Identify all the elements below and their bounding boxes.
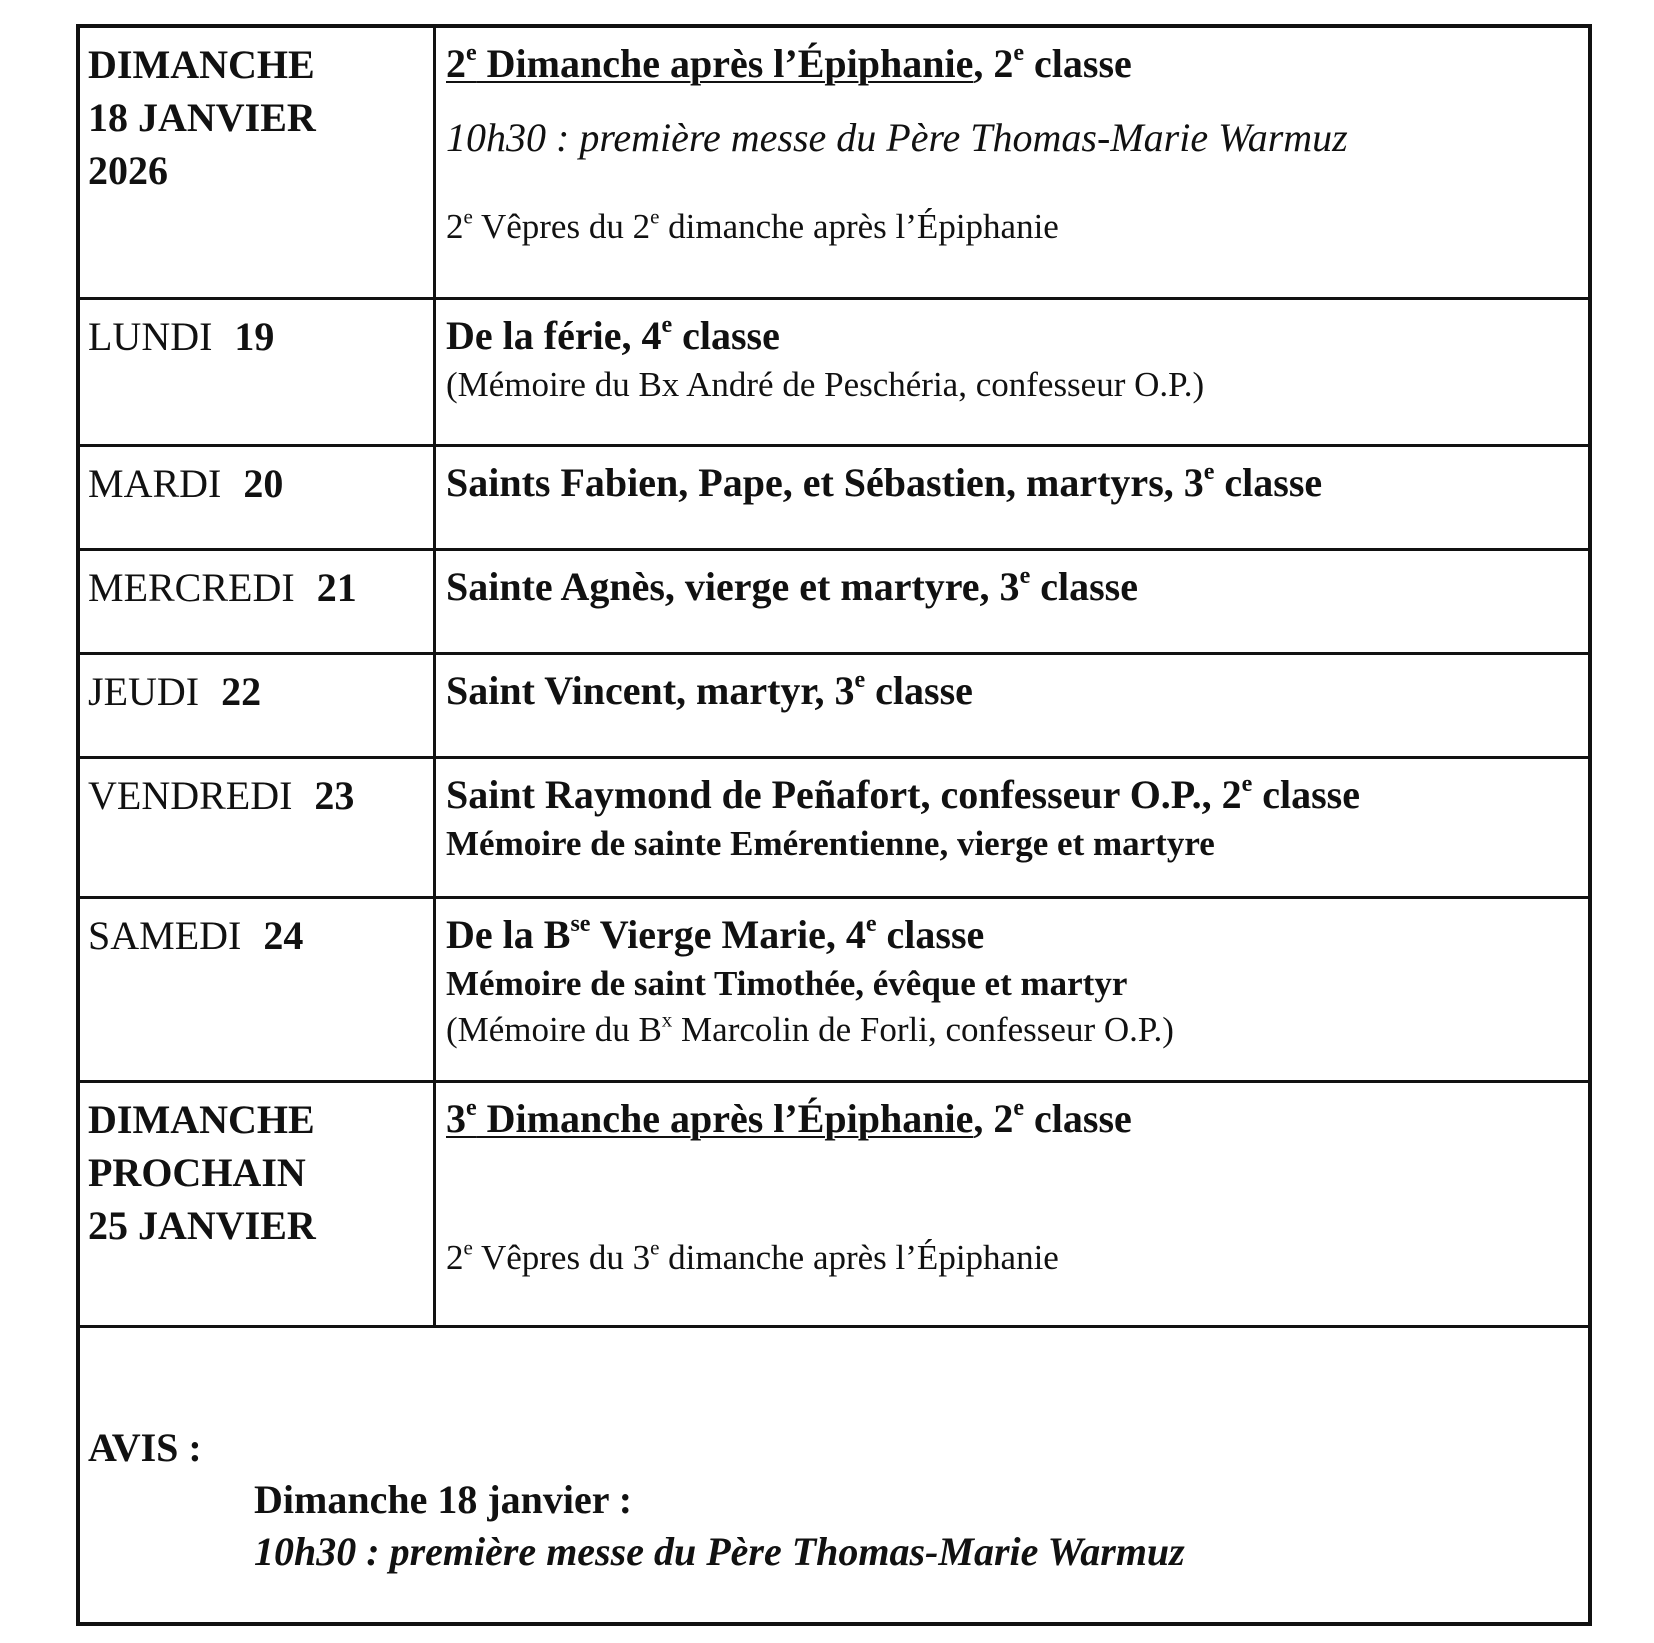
day-cell (80, 551, 436, 652)
day-label: 2026 (88, 148, 168, 193)
day-cell (80, 300, 436, 444)
table-row-lundi-19 (80, 300, 1588, 447)
day-label: 18 JANVIER (88, 95, 316, 140)
notice-date: Dimanche 18 janvier : (254, 1477, 633, 1522)
calendar-table (76, 24, 1592, 1626)
notice-section (80, 1414, 1588, 1622)
day-cell (80, 759, 436, 896)
day-number: 22 (221, 669, 262, 714)
day-name: VENDREDI (88, 773, 293, 818)
day-label: DIMANCHE (88, 1097, 315, 1142)
day-name: JEUDI (88, 669, 200, 714)
vespers-line: 2e Vêpres du 2e dimanche après l’Épiphanie (446, 204, 1059, 246)
day-cell (80, 655, 436, 756)
mass-note: 10h30 : première messe du Père Thomas-Marie Warmuz (446, 115, 1348, 160)
day-cell (80, 899, 436, 1080)
feast-title: Saints Fabien, Pape, et Sébastien, martyrs, 3e classe (446, 459, 1323, 505)
office-cell (436, 1083, 1588, 1325)
table-row-jeudi-22 (80, 655, 1588, 759)
office-cell (436, 759, 1588, 896)
day-number: 21 (316, 565, 357, 610)
office-cell (436, 551, 1588, 652)
feast-title: 2e Dimanche après l’Épiphanie, 2e classe (446, 40, 1132, 86)
day-label: PROCHAIN (88, 1150, 306, 1195)
table-row-dimanche-18 (80, 28, 1588, 300)
table-row-dimanche-prochain (80, 1083, 1588, 1328)
day-label: 25 JANVIER (88, 1203, 316, 1248)
day-label: DIMANCHE (88, 42, 315, 87)
day-number: 20 (243, 461, 284, 506)
day-name: MARDI (88, 461, 222, 506)
day-name: MERCREDI (88, 565, 295, 610)
day-cell (80, 1083, 436, 1325)
memorial-line: Mémoire de sainte Emérentienne, vierge et martyre (446, 824, 1215, 863)
table-row-vendredi-23 (80, 759, 1588, 899)
office-cell (436, 655, 1588, 756)
table-row-mercredi-21 (80, 551, 1588, 655)
day-cell (80, 447, 436, 548)
feast-title: 3e Dimanche après l’Épiphanie, 2e classe (446, 1095, 1132, 1141)
day-name: LUNDI (88, 314, 213, 359)
office-cell (436, 447, 1588, 548)
day-number: 23 (314, 773, 355, 818)
table-row-samedi-24 (80, 899, 1588, 1083)
notice-body (254, 1474, 1588, 1578)
memorial-line: (Mémoire du Bx André de Peschéria, confesseur O.P.) (446, 365, 1205, 404)
office-cell (436, 899, 1588, 1080)
office-cell (436, 300, 1588, 444)
day-name: SAMEDI (88, 913, 242, 958)
notice-title: AVIS : (88, 1425, 202, 1470)
notice-note: 10h30 : première messe du Père Thomas-Marie Warmuz (254, 1529, 1185, 1574)
memorial-line: Mémoire de saint Timothée, évêque et martyr (446, 964, 1128, 1003)
feast-title: Sainte Agnès, vierge et martyre, 3e classe (446, 563, 1138, 609)
memorial-line: (Mémoire du $B^x$ Marcolin de Forli, confesseur O.P.) (446, 1007, 1174, 1049)
day-number: 24 (263, 913, 304, 958)
feast-title: De la férie, 4e classe (446, 312, 780, 358)
feast-title: Saint Raymond de Peñafort, confesseur O.P., 2e classe (446, 771, 1360, 817)
feast-title: Saint Vincent, martyr, 3e classe (446, 667, 973, 713)
vespers-line: 2e Vêpres du 3e dimanche après l’Épiphanie (446, 1235, 1059, 1277)
day-cell (80, 28, 436, 297)
feast-title: De la $B^{se}$ Vierge Marie, 4e classe (446, 911, 985, 957)
table-row-mardi-20 (80, 447, 1588, 551)
office-cell (436, 28, 1588, 297)
day-number: 19 (234, 314, 275, 359)
